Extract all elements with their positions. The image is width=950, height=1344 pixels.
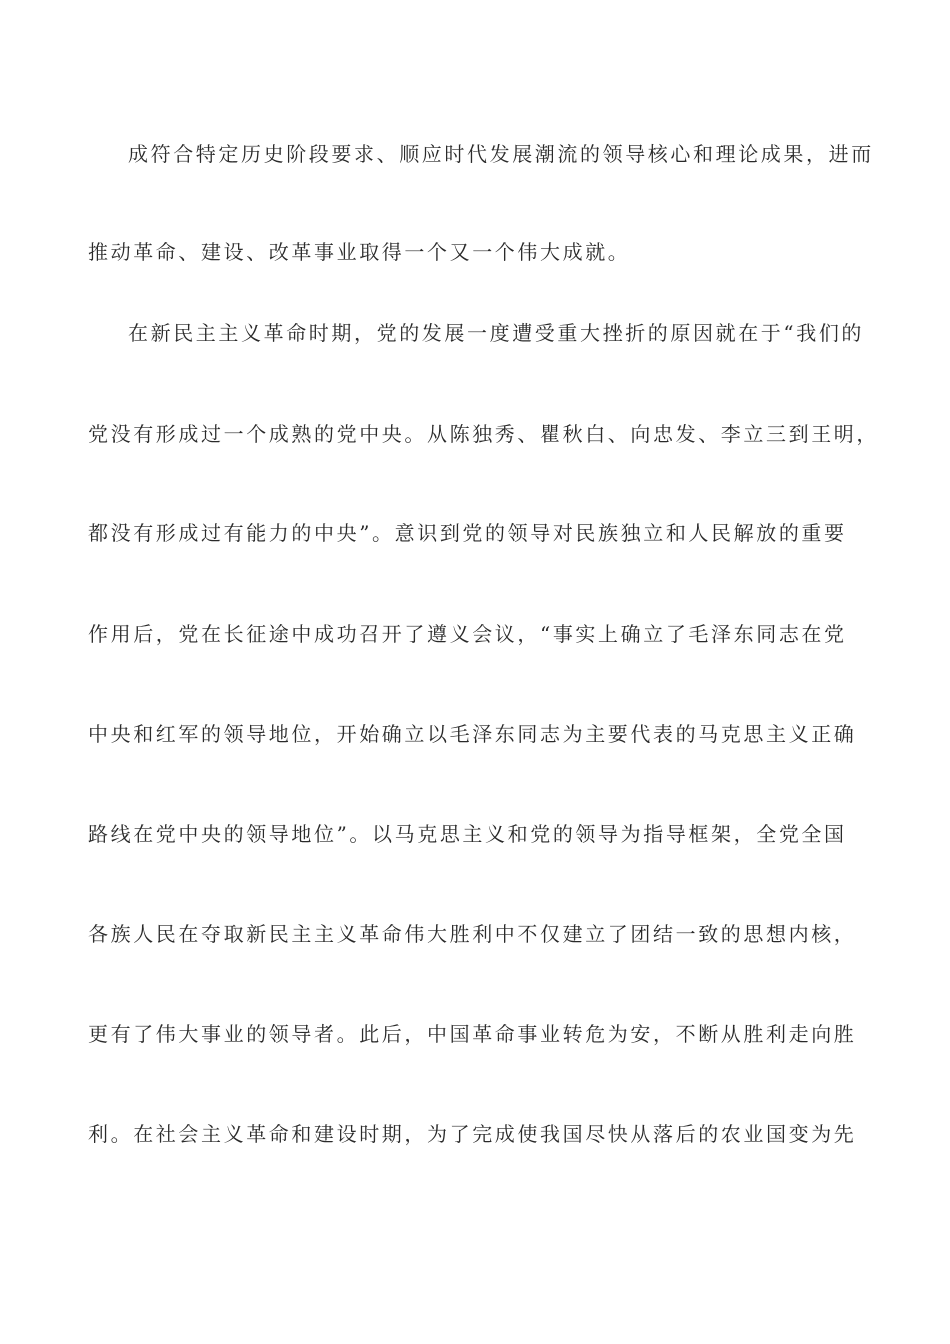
text-line: 各族人民在夺取新民主主义革命伟大胜利中不仅建立了团结一致的思想内核，: [88, 922, 857, 946]
text-line: 路线在党中央的领导地位”。以马克思主义和党的领导为指导框架，全党全国: [88, 822, 847, 846]
text-line: 在新民主主义革命时期，党的发展一度遭受重大挫折的原因就在于“我们的: [128, 321, 865, 345]
text-line: 更有了伟大事业的领导者。此后，中国革命事业转危为安，不断从胜利走向胜: [88, 1022, 857, 1046]
text-line: 成符合特定历史阶段要求、顺应时代发展潮流的领导核心和理论成果，进而: [128, 142, 874, 166]
text-line: 利。在社会主义革命和建设时期，为了完成使我国尽快从落后的农业国变为先: [88, 1122, 857, 1146]
text-line: 都没有形成过有能力的中央”。意识到党的领导对民族独立和人民解放的重要: [88, 521, 847, 545]
text-line: 作用后，党在长征途中成功召开了遵义会议，“事实上确立了毛泽东同志在党: [88, 622, 847, 646]
text-line: 推动革命、建设、改革事业取得一个又一个伟大成就。: [88, 240, 631, 264]
text-line: 中央和红军的领导地位，开始确立以毛泽东同志为主要代表的马克思主义正确: [88, 722, 857, 746]
text-line: 党没有形成过一个成熟的党中央。从陈独秀、瞿秋白、向忠发、李立三到王明，: [88, 422, 879, 446]
